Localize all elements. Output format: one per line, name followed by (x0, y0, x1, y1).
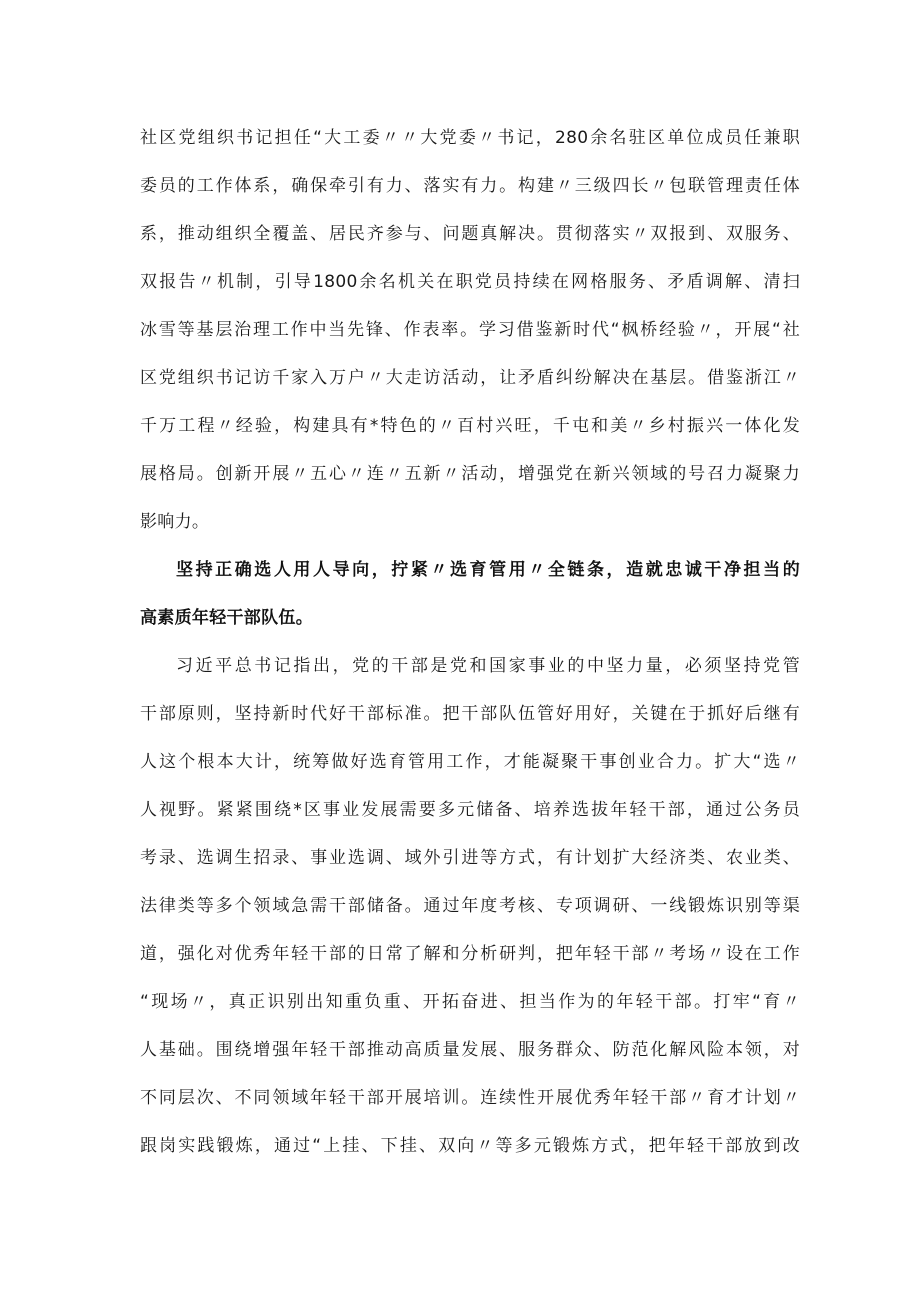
text-line: 系，推动组织全覆盖、居民齐参与、问题真解决。贯彻落实〃双报到、双服务、 (140, 224, 800, 244)
text-line: 习近平总书记指出，党的干部是党和国家事业的中坚力量，必须坚持党管 (176, 656, 800, 676)
text-line: 道，强化对优秀年轻干部的日常了解和分析研判，把年轻干部〃考场〃设在工作 (140, 944, 800, 964)
text-line: “现场〃，真正识别出知重负重、开拓奋进、担当作为的年轻干部。打牢“育〃 (140, 992, 800, 1012)
text-line: 干部原则，坚持新时代好干部标准。把干部队伍管好用好，关键在于抓好后继有 (140, 704, 800, 724)
text-line: 冰雪等基层治理工作中当先锋、作表率。学习借鉴新时代“枫桥经验〃，开展“社 (140, 320, 800, 340)
text-line: 区党组织书记访千家入万户〃大走访活动，让矛盾纠纷解决在基层。借鉴浙江〃 (140, 368, 800, 388)
text-line: 人基础。围绕增强年轻干部推动高质量发展、服务群众、防范化解风险本领，对 (140, 1040, 800, 1060)
text-line: 人视野。紧紧围绕*区事业发展需要多元储备、培养选拔年轻干部，通过公务员 (140, 800, 800, 820)
text-line: 法律类等多个领域急需干部储备。通过年度考核、专项调研、一线锻炼识别等渠 (140, 896, 800, 916)
text-line: 社区党组织书记担任“大工委〃〃大党委〃书记，280余名驻区单位成员任兼职 (140, 128, 800, 148)
text-line: 千万工程〃经验，构建具有*特色的〃百村兴旺，千屯和美〃乡村振兴一体化发 (140, 416, 800, 436)
text-line: 不同层次、不同领域年轻干部开展培训。连续性开展优秀年轻干部〃育才计划〃 (140, 1088, 800, 1108)
text-line: 跟岗实践锻炼，通过“上挂、下挂、双向〃等多元锻炼方式，把年轻干部放到改 (140, 1136, 800, 1156)
text-line: 双报告〃机制，引导1800余名机关在职党员持续在网格服务、矛盾调解、清扫 (140, 272, 800, 292)
text-line: 展格局。创新开展〃五心〃连〃五新〃活动，增强党在新兴领域的号召力凝聚力 (140, 464, 800, 484)
text-line: 影响力。 (140, 512, 210, 532)
heading-line: 高素质年轻干部队伍。 (140, 608, 313, 628)
text-line: 考录、选调生招录、事业选调、域外引进等方式，有计划扩大经济类、农业类、 (140, 848, 800, 868)
heading-line: 坚持正确选人用人导向，拧紧〃选育管用〃全链条，造就忠诚干净担当的 (176, 560, 800, 580)
text-line: 人这个根本大计，统筹做好选育管用工作，才能凝聚干事创业合力。扩大“选〃 (140, 752, 800, 772)
text-line: 委员的工作体系，确保牵引有力、落实有力。构建〃三级四长〃包联管理责任体 (140, 176, 800, 196)
